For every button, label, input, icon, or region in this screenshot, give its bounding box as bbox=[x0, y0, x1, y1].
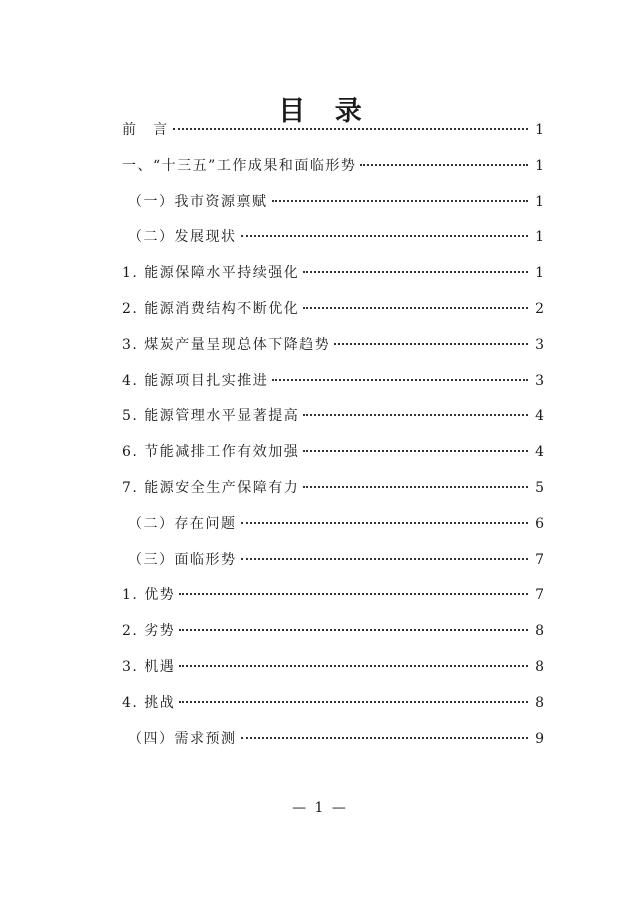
toc-entry-section-problems[interactable] bbox=[122, 512, 544, 548]
toc-entry-label: （四）需求预测 bbox=[128, 730, 237, 747]
toc-entry-label: 前 言 bbox=[122, 122, 169, 138]
toc-entry-item-3[interactable] bbox=[122, 333, 544, 369]
toc-entry-weaknesses[interactable] bbox=[122, 619, 544, 655]
toc-entry-label: 2. 能源消费结构不断优化 bbox=[122, 300, 300, 317]
page-number-footer: — 1 — bbox=[292, 800, 348, 816]
toc-page-number: 3 bbox=[535, 372, 544, 389]
toc-entry-label: （二）发展现状 bbox=[128, 229, 237, 246]
toc-leader-dots bbox=[303, 414, 528, 416]
toc-leader-dots bbox=[272, 379, 528, 381]
toc-page-number: 1 bbox=[535, 193, 544, 210]
toc-entry-label: 2. 劣势 bbox=[122, 623, 176, 640]
toc-page-number: 8 bbox=[535, 658, 544, 675]
toc-entry-item-7[interactable] bbox=[122, 476, 544, 512]
toc-page-number: 7 bbox=[535, 587, 544, 604]
toc-entry-label: 4. 能源项目扎实推进 bbox=[122, 372, 269, 389]
toc-entry-section-forecast[interactable] bbox=[122, 727, 544, 763]
toc-entry-section-1[interactable] bbox=[122, 190, 544, 226]
toc-entry-label: （二）存在问题 bbox=[128, 515, 237, 532]
toc-entry-chapter-1[interactable] bbox=[122, 154, 544, 190]
toc-entry-label: 7. 能源安全生产保障有力 bbox=[122, 479, 300, 496]
toc-entry-strengths[interactable] bbox=[122, 583, 544, 619]
toc-leader-dots bbox=[303, 450, 528, 452]
toc-page-number: 6 bbox=[535, 515, 544, 532]
toc-entry-item-1[interactable] bbox=[122, 261, 544, 297]
toc-leader-dots bbox=[173, 128, 529, 130]
toc-page-number: 1 bbox=[535, 122, 544, 138]
toc-page-number: 9 bbox=[535, 730, 544, 747]
toc-page-number: 1 bbox=[535, 265, 544, 282]
toc-entry-preface[interactable] bbox=[122, 118, 544, 154]
toc-leader-dots bbox=[241, 522, 529, 524]
toc-page-number: 8 bbox=[535, 623, 544, 640]
table-of-contents bbox=[122, 118, 544, 762]
toc-leader-dots bbox=[179, 593, 528, 595]
toc-entry-label: 5. 能源管理水平显著提高 bbox=[122, 408, 300, 425]
toc-entry-opportunities[interactable] bbox=[122, 655, 544, 691]
toc-leader-dots bbox=[360, 164, 528, 166]
toc-page-number: 2 bbox=[535, 300, 544, 317]
toc-page-number: 7 bbox=[535, 551, 544, 568]
toc-entry-section-2[interactable] bbox=[122, 225, 544, 261]
toc-entry-item-6[interactable] bbox=[122, 440, 544, 476]
toc-leader-dots bbox=[303, 307, 528, 309]
toc-entry-label: 3. 机遇 bbox=[122, 658, 176, 675]
toc-page-number: 4 bbox=[535, 444, 544, 461]
toc-leader-dots bbox=[303, 486, 528, 488]
toc-entry-item-4[interactable] bbox=[122, 369, 544, 405]
toc-entry-section-situation[interactable] bbox=[122, 548, 544, 584]
toc-leader-dots bbox=[241, 737, 529, 739]
toc-entry-label: 4. 挑战 bbox=[122, 694, 176, 711]
toc-leader-dots bbox=[303, 271, 528, 273]
toc-page-number: 3 bbox=[535, 336, 544, 353]
toc-entry-item-2[interactable] bbox=[122, 297, 544, 333]
toc-leader-dots bbox=[241, 235, 529, 237]
toc-entry-label: 一、“十三五”工作成果和面临形势 bbox=[122, 157, 357, 174]
toc-leader-dots bbox=[334, 343, 528, 345]
toc-entry-label: （一）我市资源禀赋 bbox=[128, 193, 268, 210]
toc-entry-label: 6. 节能减排工作有效加强 bbox=[122, 444, 300, 461]
toc-entry-challenges[interactable] bbox=[122, 691, 544, 727]
toc-leader-dots bbox=[179, 701, 528, 703]
toc-page-number: 1 bbox=[535, 229, 544, 246]
toc-page-number: 4 bbox=[535, 408, 544, 425]
toc-entry-label: （三）面临形势 bbox=[128, 551, 237, 568]
toc-page-number: 5 bbox=[535, 479, 544, 496]
toc-entry-label: 1. 能源保障水平持续强化 bbox=[122, 265, 300, 282]
toc-entry-label: 1. 优势 bbox=[122, 587, 176, 604]
toc-leader-dots bbox=[272, 200, 529, 202]
toc-leader-dots bbox=[179, 665, 528, 667]
toc-entry-label: 3. 煤炭产量呈现总体下降趋势 bbox=[122, 336, 331, 353]
toc-leader-dots bbox=[179, 629, 528, 631]
toc-leader-dots bbox=[241, 558, 529, 560]
toc-page-number: 8 bbox=[535, 694, 544, 711]
page-title: 目 录 bbox=[278, 96, 372, 128]
toc-entry-item-5[interactable] bbox=[122, 404, 544, 440]
toc-page-number: 1 bbox=[535, 157, 544, 174]
